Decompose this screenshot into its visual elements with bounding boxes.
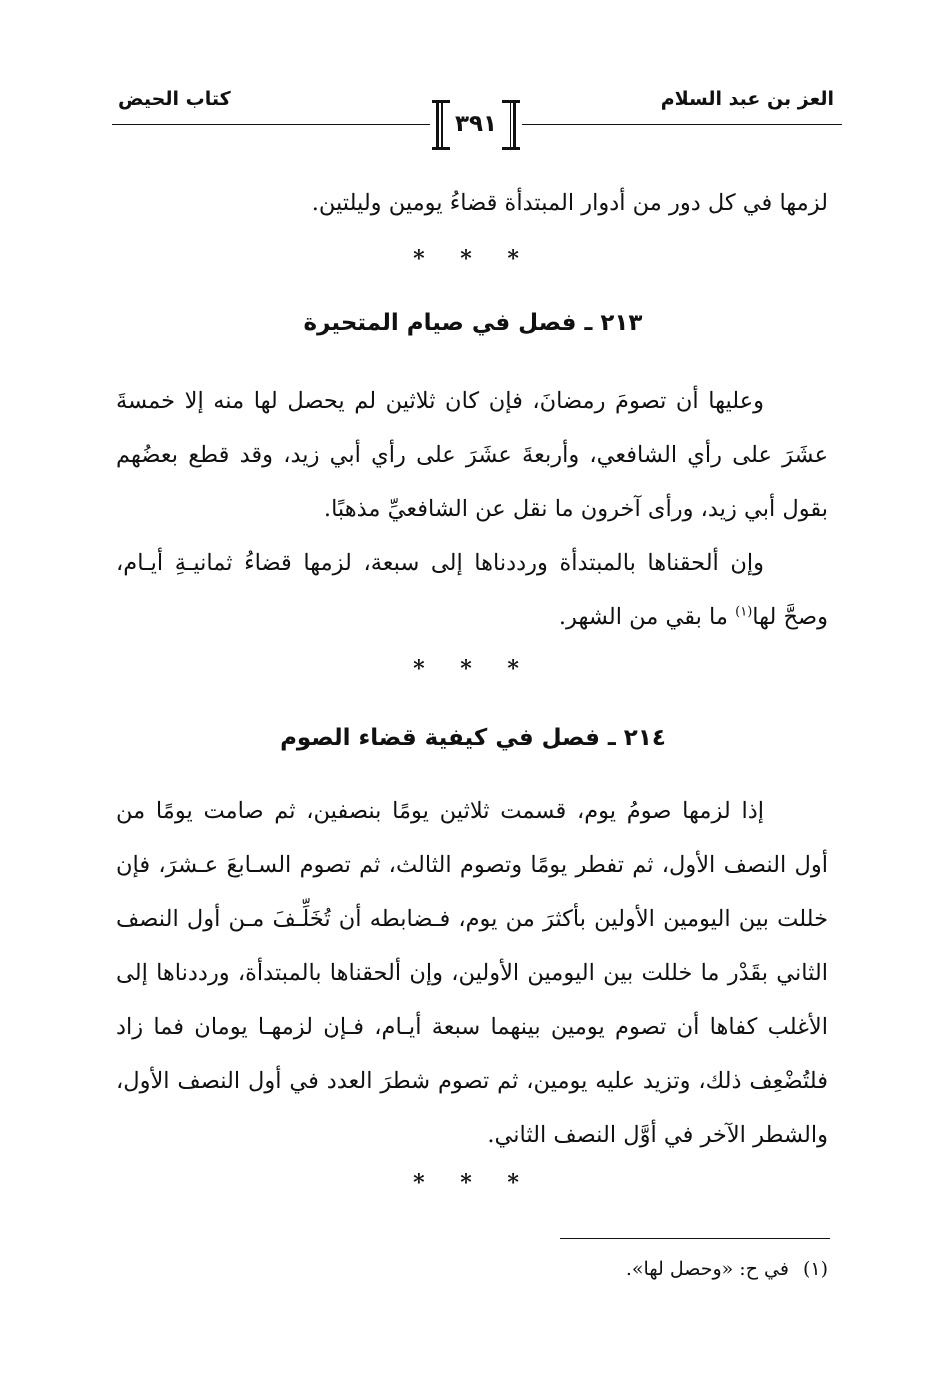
footnote-text: في ح: «وحصل لها». bbox=[625, 1258, 789, 1280]
running-head-section: كتاب الحيض bbox=[118, 88, 231, 110]
section-separator: * * * bbox=[413, 1170, 533, 1196]
paragraph-2-part-1: وإن ألحقناها بالمبتدأة ورددناها إلى سبعة، لزمها قضاءُ ثمانيـةِ أيـام، وصحَّ لها bbox=[116, 550, 828, 630]
header-rule-right bbox=[522, 124, 842, 125]
section-213-paragraph-2 bbox=[116, 536, 828, 644]
paragraph-2-part-2: ما بقي من الشهر. bbox=[558, 604, 736, 630]
footnote-rule bbox=[560, 1238, 830, 1239]
page-number-frame bbox=[432, 100, 520, 150]
header-rule-left bbox=[112, 124, 430, 125]
footnote-number: (١) bbox=[802, 1258, 828, 1280]
running-head-author: العز بن عبد السلام bbox=[660, 88, 834, 110]
section-214-paragraph-1: إذا لزمها صومُ يوم، قسمت ثلاثين يومًا بنصفين، ثم صامت يومًا من أول النصف الأول، ثم تفطر يومًا وتصوم الثالث، ثم تصوم السـابعَ عـشرَ، فإن خللت بين اليومين الأولين بأكثرَ من يوم، فـضابطه أن تُخَلِّـفَ مـن أول النصف الثاني بقَدْر ما خللت بين اليومين الأولين، وإن ألحقناها بالمبتدأة، ورددناها إلى الأغلب كفاها أن تصوم يومين بينهما سبعة أيـام، فـإن لزمهـا يومان فما زاد فلتُضْعِف ذلك، وتزيد عليه يومين، ثم تصوم شطرَ العدد في أول النصف الأول، والشطر الآخر في أوَّل النصف الثاني. bbox=[116, 798, 828, 1148]
footnote-reference[interactable]: (١) bbox=[735, 604, 753, 620]
section-separator: * * * bbox=[413, 656, 533, 682]
section-213-heading: ٢١٣ ـ فصل في صيام المتحيرة bbox=[303, 310, 643, 336]
section-214-heading: ٢١٤ ـ فصل في كيفية قضاء الصوم bbox=[280, 725, 666, 751]
page-number: ٣٩١ bbox=[454, 111, 498, 137]
section-213-paragraph-1: وعليها أن تصومَ رمضانَ، فإن كان ثلاثين لم يحصل لها منه إلا خمسةَ عشَرَ على رأي الشافعي، وأربعةَ عشَرَ على رأي أبي زيد، وقد قطع بعضُهم بقول أبي زيد، ورأى آخرون ما نقل عن الشافعيِّ مذهبًا. bbox=[116, 388, 828, 522]
footnote bbox=[626, 1258, 828, 1280]
continuation-line: لزمها في كل دور من أدوار المبتدأة قضاءُ يومين وليلتين. bbox=[311, 190, 828, 216]
section-separator: * * * bbox=[413, 246, 533, 272]
